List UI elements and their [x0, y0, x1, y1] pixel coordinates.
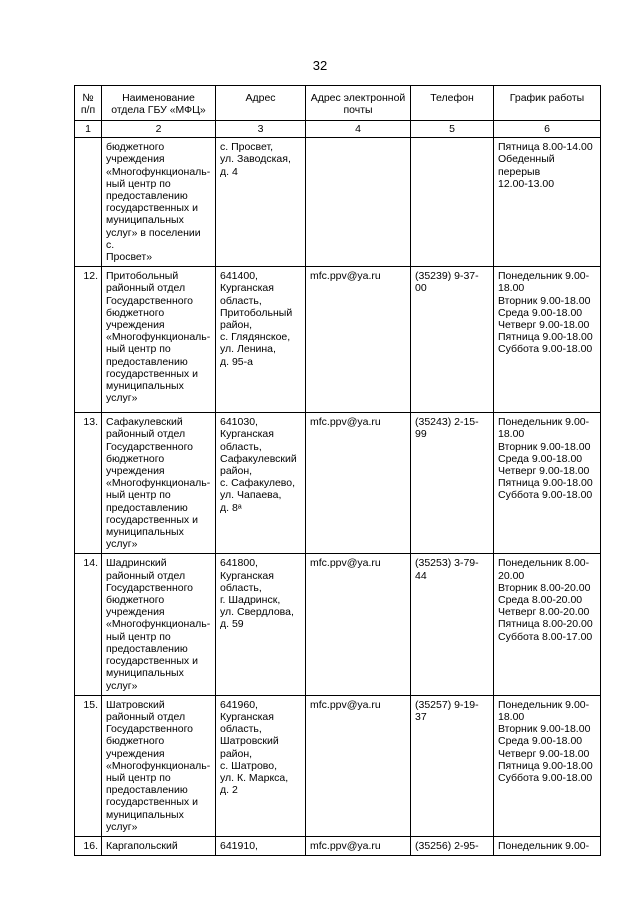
office-schedule: Понедельник 9.00- [494, 836, 601, 855]
office-schedule: Пятница 8.00-14.00 Обеденный перерыв 12.00-13.00 [494, 138, 601, 267]
header-email: Адрес электронной почты [306, 86, 411, 121]
office-schedule: Понедельник 9.00- 18.00 Вторник 9.00-18.00 Среда 9.00-18.00 Четверг 9.00-18.00 Пятница 9.00-18.00 Суббота 9.00-18.00 [494, 695, 601, 836]
office-address: с. Просвет, ул. Заводская, д. 4 [216, 138, 306, 267]
office-email: mfc.ppv@ya.ru [306, 413, 411, 554]
row-number: 14. [75, 554, 102, 695]
header-phone: Телефон [411, 86, 494, 121]
office-phone: (35253) 3-79- 44 [411, 554, 494, 695]
office-address: 641030, Курганская область, Сафакулевский район, с. Сафакулево, ул. Чапаева, д. 8ᵃ [216, 413, 306, 554]
row-number: 15. [75, 695, 102, 836]
header-num: № п/п [75, 86, 102, 121]
page-number: 32 [312, 58, 328, 73]
office-email: mfc.ppv@ya.ru [306, 836, 411, 855]
office-email: mfc.ppv@ya.ru [306, 695, 411, 836]
office-name: Шадринский районный отдел Государственного бюджетного учреждения «Многофункциональ- ный центр по предоставлению государственных и муниципальных услуг» [102, 554, 216, 695]
office-email: mfc.ppv@ya.ru [306, 554, 411, 695]
office-name: Притобольный районный отдел Государственного бюджетного учреждения «Многофункциональ- ный центр по предоставлению государственных и муниципальных услуг» [102, 267, 216, 413]
office-schedule: Понедельник 9.00- 18.00 Вторник 9.00-18.00 Среда 9.00-18.00 Четверг 9.00-18.00 Пятница 9.00-18.00 Суббота 9.00-18.00 [494, 413, 601, 554]
column-number: 5 [411, 121, 494, 138]
row-number [75, 138, 102, 267]
column-numbers-row [75, 121, 601, 138]
table-row [75, 554, 601, 695]
column-number: 1 [75, 121, 102, 138]
table-row [75, 267, 601, 413]
office-email [306, 138, 411, 267]
column-number: 6 [494, 121, 601, 138]
table-row [75, 413, 601, 554]
office-phone: (35243) 2-15- 99 [411, 413, 494, 554]
office-phone [411, 138, 494, 267]
office-name: Шатровский районный отдел Государственного бюджетного учреждения «Многофункциональ- ный центр по предоставлению государственных и муниципальных услуг» [102, 695, 216, 836]
office-schedule: Понедельник 9.00- 18.00 Вторник 9.00-18.00 Среда 9.00-18.00 Четверг 9.00-18.00 Пятница 9.00-18.00 Суббота 9.00-18.00 [494, 267, 601, 413]
office-name: Сафакулевский районный отдел Государственного бюджетного учреждения «Многофункциональ- ный центр по предоставлению государственных и муниципальных услуг» [102, 413, 216, 554]
header-address: Адрес [216, 86, 306, 121]
header-name: Наименование отдела ГБУ «МФЦ» [102, 86, 216, 121]
table-row [75, 695, 601, 836]
office-address: 641910, [216, 836, 306, 855]
office-address: 641400, Курганская область, Притобольный район, с. Глядянское, ул. Ленина, д. 95-а [216, 267, 306, 413]
table-row [75, 836, 601, 855]
row-number: 12. [75, 267, 102, 413]
table-row [75, 138, 601, 267]
column-number: 4 [306, 121, 411, 138]
office-address: 641800, Курганская область, г. Шадринск, ул. Свердлова, д. 59 [216, 554, 306, 695]
office-name: Каргапольский [102, 836, 216, 855]
office-phone: (35257) 9-19- 37 [411, 695, 494, 836]
office-phone: (35256) 2-95- [411, 836, 494, 855]
row-number: 16. [75, 836, 102, 855]
header-schedule: График работы [494, 86, 601, 121]
column-number: 2 [102, 121, 216, 138]
office-phone: (35239) 9-37- 00 [411, 267, 494, 413]
header-row [75, 86, 601, 121]
column-number: 3 [216, 121, 306, 138]
mfc-offices-table [74, 85, 601, 856]
row-number: 13. [75, 413, 102, 554]
office-address: 641960, Курганская область, Шатровский район, с. Шатрово, ул. К. Маркса, д. 2 [216, 695, 306, 836]
office-name: бюджетного учреждения «Многофункциональ- ный центр по предоставлению государственных и муниципальных услуг» в поселении с. Просвет» [102, 138, 216, 267]
office-schedule: Понедельник 8.00- 20.00 Вторник 8.00-20.00 Среда 8.00-20.00 Четверг 8.00-20.00 Пятница 8.00-20.00 Суббота 8.00-17.00 [494, 554, 601, 695]
office-email: mfc.ppv@ya.ru [306, 267, 411, 413]
